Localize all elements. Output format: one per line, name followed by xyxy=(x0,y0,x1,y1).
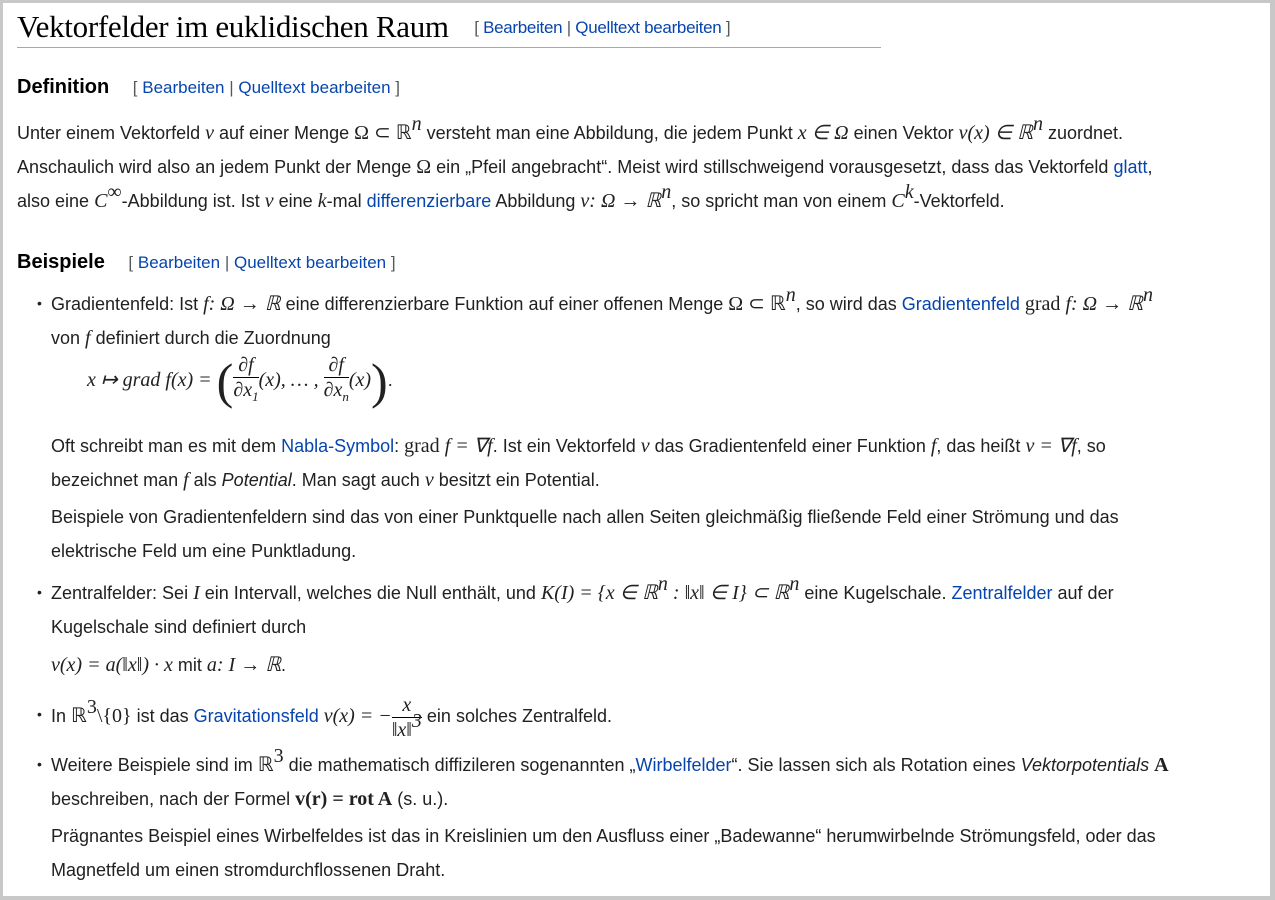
math-sup: 3 xyxy=(273,745,284,767)
text: . Ist ein Vektorfeld xyxy=(492,436,641,456)
math: x ↦ grad f(x) = xyxy=(87,368,217,391)
text: bezeichnet man xyxy=(51,470,184,490)
text: , so xyxy=(1076,436,1106,456)
link-nabla-symbol[interactable]: Nabla-Symbol xyxy=(281,436,395,456)
link-gravitationsfeld[interactable]: Gravitationsfeld xyxy=(193,706,319,726)
separator: | xyxy=(224,253,230,272)
math: k xyxy=(317,190,327,212)
text: von xyxy=(51,328,86,348)
gradient-line-3 xyxy=(51,429,1106,463)
text: das Gradientenfeld einer Funktion xyxy=(649,436,931,456)
bracket-close: ] xyxy=(390,253,396,272)
math: A xyxy=(1154,754,1169,776)
math: v(x) = − xyxy=(323,705,392,727)
section-header xyxy=(17,7,881,48)
math: ℝ xyxy=(71,705,87,727)
math: f = ∇f xyxy=(439,435,493,457)
bracket-close: ] xyxy=(725,18,731,37)
page-title xyxy=(17,9,730,45)
edit-source-link[interactable]: Quelltext bearbeiten xyxy=(233,253,387,272)
math-sup: k xyxy=(904,181,914,203)
text: -mal xyxy=(326,191,367,211)
link-glatt[interactable]: glatt xyxy=(1113,157,1148,177)
math-sup: n xyxy=(1142,284,1153,306)
definition-line-1 xyxy=(17,113,1124,150)
text: , so wird das xyxy=(795,294,902,314)
bracket-close: ] xyxy=(395,78,400,97)
gradient-line-6: elektrische Feld um eine Punktladung. xyxy=(51,541,357,561)
text: , so spricht man von einem xyxy=(671,191,892,211)
text: . Man sagt auch xyxy=(291,470,425,490)
text: Abbildung xyxy=(491,191,581,211)
text: besitzt ein Potential. xyxy=(433,470,600,490)
math-sup: n xyxy=(657,573,668,595)
text: Oft schreibt man es mit dem xyxy=(51,436,282,456)
math: a: I → ℝ xyxy=(206,654,282,676)
text: auf der xyxy=(1052,583,1114,603)
vortex-line-2 xyxy=(51,782,448,816)
math: Ω xyxy=(416,156,432,178)
emphasis: Vektorpotentials xyxy=(1020,755,1150,775)
vortex-line-1 xyxy=(51,745,1169,782)
gradient-line-4 xyxy=(51,463,600,497)
text: beschreiben, nach der Formel xyxy=(51,789,296,809)
math: ℝ xyxy=(257,754,274,776)
bracket-open: [ xyxy=(128,253,134,272)
text: auf einer Menge xyxy=(214,123,355,143)
edit-link[interactable]: Bearbeiten xyxy=(142,78,225,97)
text: ein „Pfeil angebracht“. Meist wird stillschweigend vorausgesetzt, dass das Vektorfeld xyxy=(431,157,1114,177)
heading-definition xyxy=(17,76,400,99)
central-formula xyxy=(51,648,286,682)
edit-source-link[interactable]: Quelltext bearbeiten xyxy=(575,18,722,37)
math: f xyxy=(183,469,189,491)
math: f xyxy=(930,435,937,457)
text: zuordnet. xyxy=(1042,123,1124,143)
math: Ω ⊂ ℝ xyxy=(728,293,786,315)
definition-line-3 xyxy=(17,181,1005,218)
bullet-icon: • xyxy=(37,756,42,772)
text: ein Intervall, welches die Null enthält, und xyxy=(199,583,541,603)
text: Anschaulich wird also an jedem Punkt der Menge xyxy=(17,157,417,177)
numerator: ∂f xyxy=(324,353,349,378)
text: einen Vektor xyxy=(848,123,959,143)
text: Unter einem Vektorfeld xyxy=(17,123,206,143)
math-sup: ∞ xyxy=(107,181,122,203)
page-title-text: Vektorfelder im euklidischen Raum xyxy=(17,9,449,44)
text: . xyxy=(387,369,393,390)
den-text: ∂x xyxy=(323,379,343,401)
separator: | xyxy=(229,78,234,97)
math-sup: n xyxy=(1032,113,1043,135)
central-line-1 xyxy=(51,573,1114,610)
den-text: ∂x xyxy=(233,379,253,401)
vortex-line-4: Magnetfeld um einen stromdurchflossenen Draht. xyxy=(51,860,446,880)
math: (x), … , xyxy=(258,368,324,391)
page-frame xyxy=(3,3,1270,896)
paren-open: ( xyxy=(216,353,234,409)
math: f: Ω → ℝ xyxy=(203,293,281,315)
den-text: ‖x‖ xyxy=(391,718,412,741)
vortex-line-3: Prägnantes Beispiel eines Wirbelfeldes ist das in Kreislinien um den Ausfluss einer „Badewanne“ herumwirbelnde Strömungsfeld, oder das xyxy=(51,826,1156,846)
math: x ∈ Ω xyxy=(797,122,849,144)
math: v = ∇f xyxy=(1025,435,1077,457)
text: die mathematisch diffizileren sogenannten „ xyxy=(283,755,636,775)
denominator xyxy=(233,378,258,409)
edit-links xyxy=(133,78,400,97)
bracket-open: [ xyxy=(474,18,479,37)
text: ist das xyxy=(131,706,194,726)
math: (x) xyxy=(348,368,372,391)
link-zentralfelder[interactable]: Zentralfelder xyxy=(951,583,1053,603)
math: K(I) = {x ∈ ℝ xyxy=(540,582,658,604)
math: grad xyxy=(404,435,440,457)
bullet-icon: • xyxy=(37,706,42,722)
text: definiert durch die Zuordnung xyxy=(90,328,331,348)
math-sup: 3 xyxy=(86,696,97,718)
gradient-line-5: Beispiele von Gradientenfeldern sind das von einer Punktquelle nach allen Seiten gleichmäßig fließende Feld einer Strömung und das xyxy=(51,507,1119,527)
central-line-2: Kugelschale sind definiert durch xyxy=(51,617,307,637)
math: f: Ω → ℝ xyxy=(1060,293,1143,315)
gradient-line-1 xyxy=(51,284,1153,321)
edit-links xyxy=(474,18,730,37)
separator: | xyxy=(566,18,571,37)
math-sup: n xyxy=(785,284,796,306)
text: (s. u.). xyxy=(392,789,449,809)
link-wirbelfelder[interactable]: Wirbelfelder xyxy=(635,755,732,775)
fraction xyxy=(324,353,349,409)
heading-text: Definition xyxy=(17,76,110,98)
math: v xyxy=(205,122,214,144)
numerator: ∂f xyxy=(233,353,258,378)
heading-text: Beispiele xyxy=(17,251,105,273)
bullet-icon: • xyxy=(37,584,42,600)
math: f xyxy=(85,327,91,349)
math: \{0} xyxy=(96,705,132,727)
math-sup: n xyxy=(661,181,672,203)
link-gradientenfeld[interactable]: Gradientenfeld xyxy=(901,294,1020,314)
math-sup: n xyxy=(411,113,422,135)
text: versteht man eine Abbildung, die jedem Punkt xyxy=(421,123,798,143)
heading-beispiele xyxy=(17,251,396,274)
math: I xyxy=(193,582,200,604)
text: , xyxy=(1147,157,1153,177)
math: : ‖x‖ ∈ I} ⊂ ℝ xyxy=(667,582,790,604)
math: v xyxy=(424,469,434,491)
math-sup: 3 xyxy=(411,709,422,732)
text: “. Sie lassen sich als Rotation eines xyxy=(731,755,1021,775)
edit-source-link[interactable]: Quelltext bearbeiten xyxy=(238,78,391,97)
text: In xyxy=(51,706,72,726)
emphasis: Potential xyxy=(221,470,292,490)
text: also eine xyxy=(17,191,95,211)
subscript: 1 xyxy=(252,389,259,404)
math: v xyxy=(264,190,274,212)
text: eine Kugelschale. xyxy=(799,583,952,603)
text: -Abbildung ist. Ist xyxy=(121,191,265,211)
text: -Vektorfeld. xyxy=(913,191,1005,211)
text: , das heißt xyxy=(936,436,1026,456)
math: grad xyxy=(1024,293,1061,315)
bullet-icon: • xyxy=(37,295,42,311)
gradient-formula xyxy=(87,353,393,409)
edit-link[interactable]: Bearbeiten xyxy=(137,253,221,272)
fraction xyxy=(392,693,422,742)
text: ein solches Zentralfeld. xyxy=(421,706,613,726)
text: . xyxy=(281,655,287,675)
math: C xyxy=(94,190,108,212)
math: v(r) = rot A xyxy=(295,788,393,810)
text: mit xyxy=(172,655,207,675)
math-sup: n xyxy=(789,573,800,595)
edit-links xyxy=(128,253,395,272)
math: v(x) = a(‖x‖) · x xyxy=(51,654,173,676)
denominator xyxy=(391,709,422,742)
paren-close: ) xyxy=(371,353,388,409)
text: : xyxy=(394,436,405,456)
text: eine differenzierbare Funktion auf einer offenen Menge xyxy=(280,294,729,314)
gradient-line-2 xyxy=(51,321,331,355)
fraction xyxy=(233,353,258,409)
text: Gradientenfeld: Ist xyxy=(51,294,204,314)
numerator: x xyxy=(392,693,422,718)
gravity-line xyxy=(51,689,612,743)
math: v xyxy=(640,435,650,457)
subscript: n xyxy=(342,389,349,404)
text: Zentralfelder: Sei xyxy=(51,583,194,603)
definition-line-2 xyxy=(17,150,1152,184)
text: Weitere Beispiele sind im xyxy=(51,755,258,775)
denominator xyxy=(324,378,349,409)
math: v: Ω → ℝ xyxy=(580,190,662,212)
math: Ω ⊂ ℝ xyxy=(354,122,412,144)
edit-link[interactable]: Bearbeiten xyxy=(483,18,563,37)
text: eine xyxy=(273,191,318,211)
bracket-open: [ xyxy=(132,78,138,97)
math: v(x) ∈ ℝ xyxy=(958,122,1033,144)
math: C xyxy=(891,190,905,212)
text: als xyxy=(188,470,222,490)
link-differenzierbare[interactable]: differenzierbare xyxy=(366,191,492,211)
